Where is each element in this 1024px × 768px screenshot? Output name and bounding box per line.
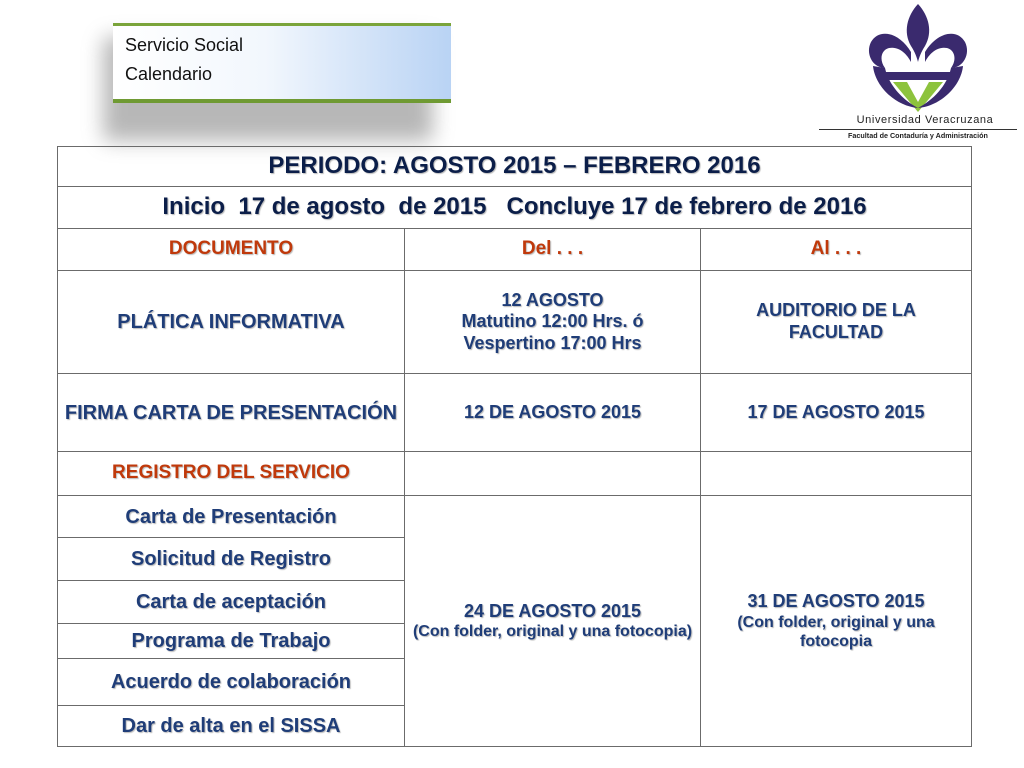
registro-al-empty (701, 452, 972, 496)
registro-doc: Programa de Trabajo (58, 624, 405, 659)
fleur-de-lis-icon (815, 2, 1020, 114)
registro-al-note: (Con folder, original y una fotocopia (737, 613, 935, 650)
registro-doc: Acuerdo de colaboración (58, 659, 405, 706)
subtitle-row (58, 187, 972, 229)
registro-doc: Solicitud de Registro (58, 538, 405, 581)
platica-del (405, 271, 701, 374)
faculty-name: Facultad de Contaduría y Administración (848, 131, 988, 140)
label-title: Servicio Social (125, 35, 244, 55)
column-header-al: Al . . . (701, 229, 972, 271)
title-row (58, 147, 972, 187)
registro-del-date: 24 DE AGOSTO 2015 (463, 600, 642, 621)
registro-del-note: (Con folder, original y una fotocopia) (412, 623, 693, 641)
platica-del-evening: Vespertino 17:00 Hrs (463, 332, 642, 353)
column-header-del: Del . . . (405, 229, 701, 271)
registro-doc: Dar de alta en el SISSA (58, 706, 405, 747)
table-row (58, 271, 972, 374)
registro-al (701, 496, 972, 747)
registro-doc: Carta de Presentación (58, 496, 405, 538)
column-header-documento: DOCUMENTO (58, 229, 405, 271)
calendar-table (57, 146, 972, 747)
logo-divider (819, 129, 1017, 130)
platica-al: AUDITORIO DE LA FACULTAD (701, 271, 972, 374)
platica-documento: PLÁTICA INFORMATIVA (58, 271, 405, 374)
header-row (58, 229, 972, 271)
university-name: Universidad Veracruzana (856, 114, 994, 126)
registro-section-title: REGISTRO DEL SERVICIO (58, 452, 405, 496)
university-logo (815, 2, 1020, 142)
section-row (58, 452, 972, 496)
slide-label (113, 23, 451, 103)
period-title: PERIODO: AGOSTO 2015 – FEBRERO 2016 (58, 147, 972, 187)
platica-del-morning: Matutino 12:00 Hrs. ó (461, 311, 644, 332)
table-row (58, 374, 972, 452)
firma-del: 12 DE AGOSTO 2015 (405, 374, 701, 452)
registro-del-empty (405, 452, 701, 496)
label-box (113, 23, 451, 103)
table-row (58, 496, 972, 538)
period-dates: Inicio 17 de agosto de 2015 Concluye 17 de febrero de 2016 (58, 187, 972, 229)
registro-doc: Carta de aceptación (58, 581, 405, 624)
firma-documento: FIRMA CARTA DE PRESENTACIÓN (58, 374, 405, 452)
platica-del-date: 12 AGOSTO (501, 289, 604, 310)
firma-al: 17 DE AGOSTO 2015 (701, 374, 972, 452)
label-subtitle: Calendario (125, 64, 213, 84)
registro-del (405, 496, 701, 747)
registro-al-date: 31 DE AGOSTO 2015 (747, 591, 925, 612)
